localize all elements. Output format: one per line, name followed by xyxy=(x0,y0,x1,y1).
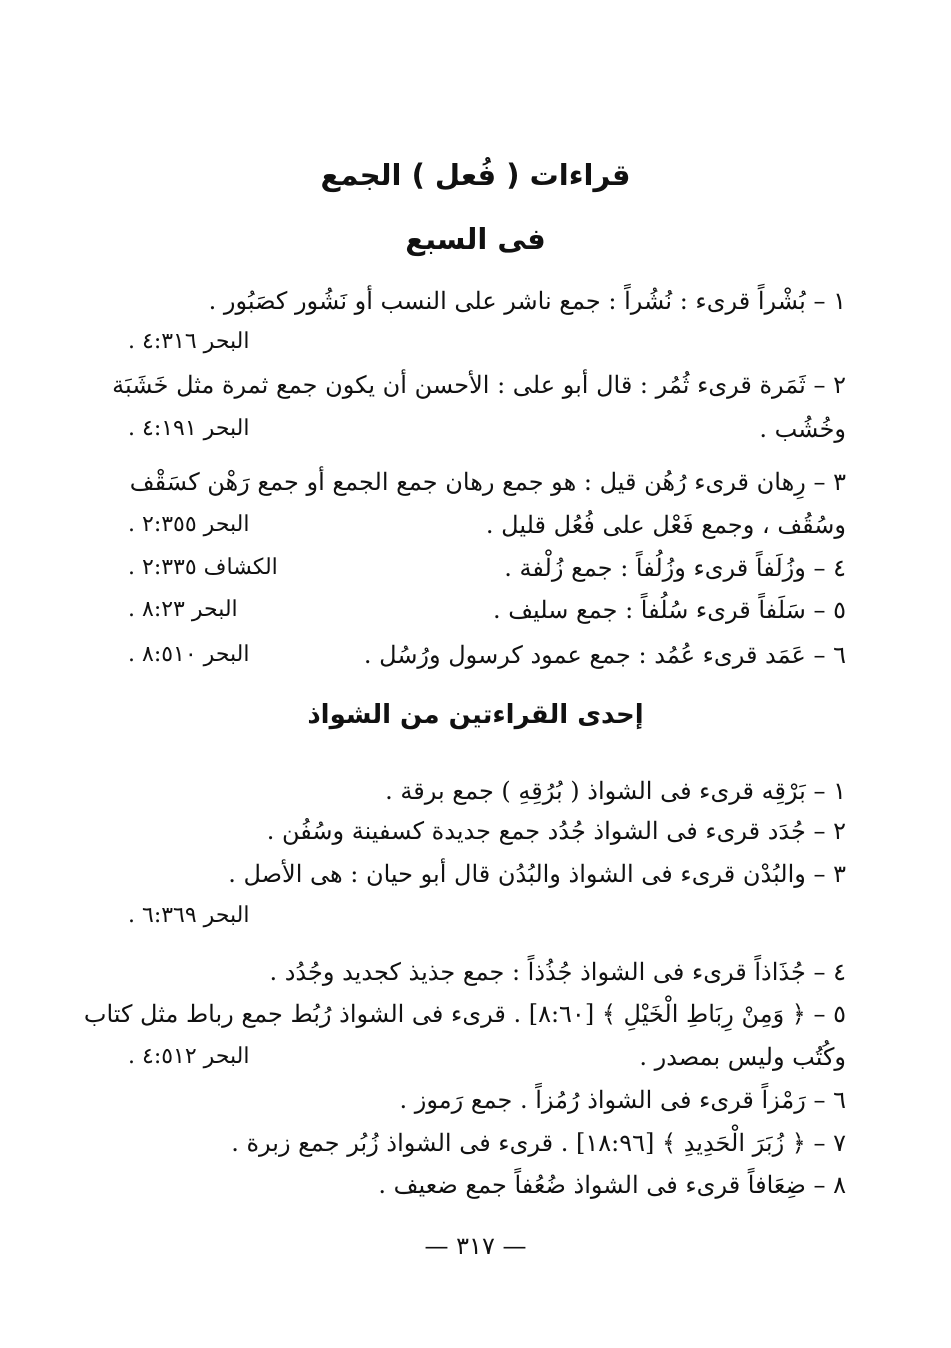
entry-line: وخُشُب . xyxy=(759,415,846,443)
page-title: قراءات ( فُعل ) الجمع xyxy=(320,158,631,192)
entry-line: وسُقُف ، وجمع فَعْل على فُعُل قليل . xyxy=(485,511,846,539)
entry-line: وكُتُب وليس بمصدر . xyxy=(639,1043,846,1071)
reference: البحر ٨:٢٣ . xyxy=(128,597,238,622)
entry-line: ٢ – جُدَد قرىء فى الشواذ جُدُد جمع جديدة كسفينة وسُفُن . xyxy=(266,817,846,845)
reference: البحر ٢:٣٥٥ . xyxy=(128,512,250,537)
entry-line: ٦ – رَمْزاً قرىء فى الشواذ رُمُزاً . جمع رَموز . xyxy=(399,1086,846,1114)
reference: البحر ٦:٣٦٩ . xyxy=(128,903,250,928)
reference: الكشاف ٢:٣٣٥ . xyxy=(128,555,278,580)
entry-line: ٣ – رِهان قرىء رُهُن قيل : هو جمع رهان جمع الجمع أو جمع رَهْن كسَقْف xyxy=(129,468,846,496)
reference: البحر ٨:٥١٠ . xyxy=(128,642,250,667)
entry-line: ٨ – ضِعَافاً قرىء فى الشواذ ضُعُفاً جمع ضعيف . xyxy=(378,1171,846,1199)
entry-line: ١ – بُشْراً قرىء : نُشُراً : جمع ناشر على النسب أو نَشُور كصَبُور . xyxy=(208,287,846,315)
reference: البحر ٤:٣١٦ . xyxy=(128,329,250,354)
reference: البحر ٤:١٩١ . xyxy=(128,416,250,441)
entry-line: ٥ – ﴿ وَمِنْ رِبَاطِ الْخَيْلِ ﴾ [٨:٦٠] . قرىء فى الشواذ رُبُط جمع رباط مثل كتاب xyxy=(83,1000,846,1028)
entry-line: ٣ – والبُدْن قرىء فى الشواذ والبُدُن قال أبو حيان : هى الأصل . xyxy=(228,860,846,888)
entry-line: ٤ – وزُلَفاً قرىء وزُلُفاً : جمع زُلْفة . xyxy=(504,554,846,582)
entry-line: ٥ – سَلَفاً قرىء سُلُفاً : جمع سليف . xyxy=(492,596,846,624)
entry-line: ٤ – جُذَاذاً قرىء فى الشواذ جُذُذاً : جمع جذيذ كجديد وجُدُد . xyxy=(269,958,846,986)
page-subtitle: فى السبع xyxy=(405,222,546,256)
reference: البحر ٤:٥١٢ . xyxy=(128,1044,250,1069)
section-title: إحدى القراءتين من الشواذ xyxy=(307,700,644,730)
entry-line: ٦ – عَمَد قرىء عُمُد : جمع عمود كرسول ورُسُل . xyxy=(363,641,846,669)
entry-line: ٧ – ﴿ زُبَرَ الْحَدِيدِ ﴾ [١٨:٩٦] . قرىء فى الشواذ زُبُر جمع زبرة . xyxy=(231,1129,846,1157)
entry-line: ٢ – ثَمَرة قرىء ثُمُر : قال أبو على : الأحسن أن يكون جمع ثمرة مثل خَشَبَة xyxy=(112,371,846,399)
entry-line: ١ – بَرْقِه قرىء فى الشواذ ( بُرُقِهِ ) جمع برقة . xyxy=(385,777,846,805)
page-number: — ٣١٧ — xyxy=(424,1232,527,1260)
